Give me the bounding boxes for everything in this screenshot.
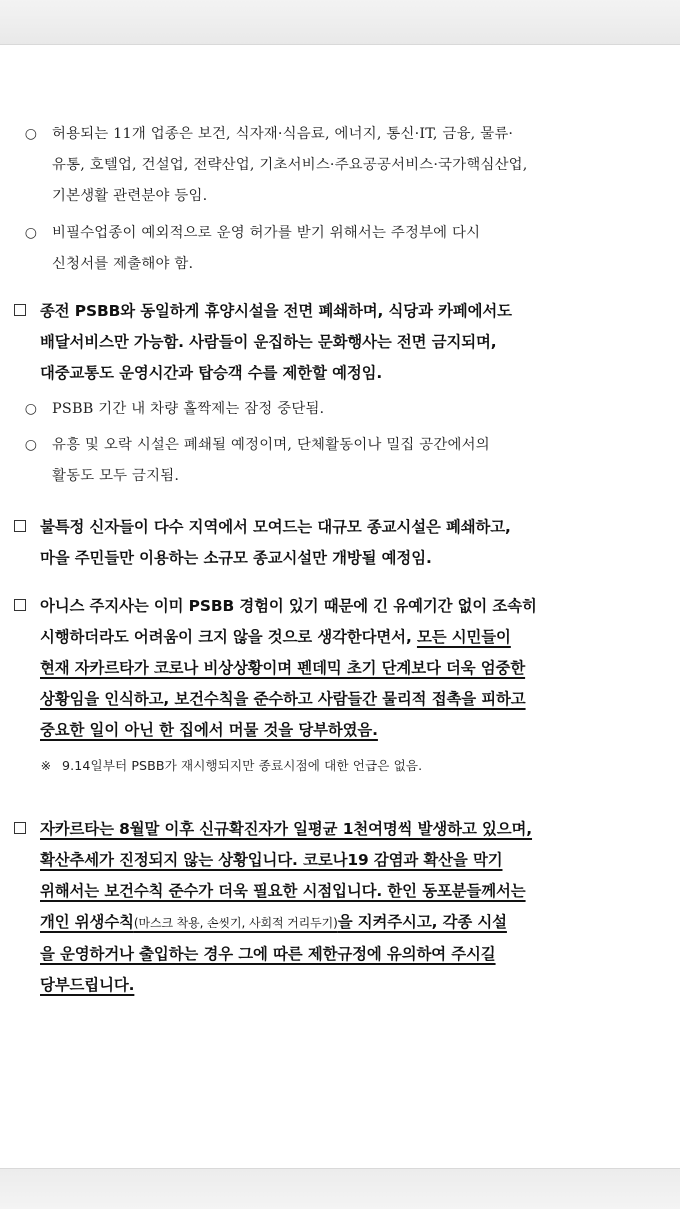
viewer-bottom-band xyxy=(0,1168,680,1209)
circle-bullet-icon: ○ xyxy=(24,401,38,417)
text-line: 유흥 및 오락 시설은 폐쇄될 예정이며, 단체활동이나 밀집 공간에서의 xyxy=(52,437,490,453)
reference-mark-icon: ※ xyxy=(40,758,52,773)
text-line: 종전 PSBB와 동일하게 휴양시설을 전면 폐쇄하며, 식당과 카페에서도 xyxy=(40,302,512,320)
text-line: 허용되는 11개 업종은 보건, 식자재·식음료, 에너지, 통신·IT, 금융, 물류· xyxy=(52,126,514,142)
square-bullet-icon xyxy=(10,814,30,845)
text-line: 마을 주민들만 이용하는 소규모 종교시설만 개방될 예정임. xyxy=(40,549,432,567)
note-text: 9.14일부터 PSBB가 재시행되지만 종료시점에 대한 언급은 없음. xyxy=(62,758,423,773)
text-line: 비필수업종이 예외적으로 운영 허가를 받기 위해서는 주정부에 다시 xyxy=(52,225,481,241)
underlined-text: 중요한 일이 아닌 한 집에서 머물 것을 당부하였음. xyxy=(40,721,378,739)
viewer-top-band xyxy=(0,0,680,45)
circle-bullet-icon: ○ xyxy=(24,126,38,142)
text-line: 기본생활 관련분야 등임. xyxy=(52,188,208,204)
text-line: 시행하더라도 어려움이 크지 않을 것으로 생각한다면서, 모든 시민들이 xyxy=(40,628,511,646)
underlined-text: 개인 위생수칙(마스크 착용, 손씻기, 사회적 거리두기)을 지켜주시고, 각종 시설 xyxy=(40,913,507,931)
underlined-text: 자카르타는 8월말 이후 신규확진자가 일평균 1천여명씩 발생하고 있으며, xyxy=(40,820,533,838)
square-bullet-icon xyxy=(10,512,30,543)
text-line: 불특정 신자들이 다수 지역에서 모여드는 대규모 종교시설은 폐쇄하고, xyxy=(40,518,511,536)
text-line: PSBB 기간 내 차량 홀짝제는 잠정 중단됨. xyxy=(52,401,325,417)
underlined-text: 을 운영하거나 출입하는 경우 그에 따른 제한규정에 유의하여 주시길 xyxy=(40,945,496,963)
underlined-text: 상황임을 인식하고, 보건수칙을 준수하고 사람들간 물리적 접촉을 피하고 xyxy=(40,690,526,708)
underlined-text: 당부드립니다. xyxy=(40,976,135,994)
text-line: 유통, 호텔업, 건설업, 전략산업, 기초서비스·주요공공서비스·국가핵심산업, xyxy=(52,157,528,173)
underlined-text: 위해서는 보건수칙 준수가 더욱 필요한 시점입니다. 한인 동포분들께서는 xyxy=(40,882,526,900)
text-line: 활동도 모두 금지됨. xyxy=(52,468,180,484)
text-line: 신청서를 제출해야 함. xyxy=(52,256,194,272)
circle-bullet-icon: ○ xyxy=(24,225,38,241)
square-bullet-icon xyxy=(10,296,30,327)
underlined-text: 현재 자카르타가 코로나 비상상황이며 펜데믹 초기 단계보다 더욱 엄중한 xyxy=(40,659,526,677)
underlined-text: 모든 시민들이 xyxy=(416,628,511,646)
text-line: 배달서비스만 가능함. 사람들이 운집하는 문화행사는 전면 금지되며, xyxy=(40,333,497,351)
square-bullet-icon xyxy=(10,591,30,622)
circle-bullet-icon: ○ xyxy=(24,437,38,453)
underlined-text: 확산추세가 진정되지 않는 상황입니다. 코로나19 감염과 확산을 막기 xyxy=(40,851,503,869)
text-line: 대중교통도 운영시간과 탑승객 수를 제한할 예정임. xyxy=(40,364,383,382)
text-line: 아니스 주지사는 이미 PSBB 경험이 있기 때문에 긴 유예기간 없이 조속히 xyxy=(40,597,537,615)
